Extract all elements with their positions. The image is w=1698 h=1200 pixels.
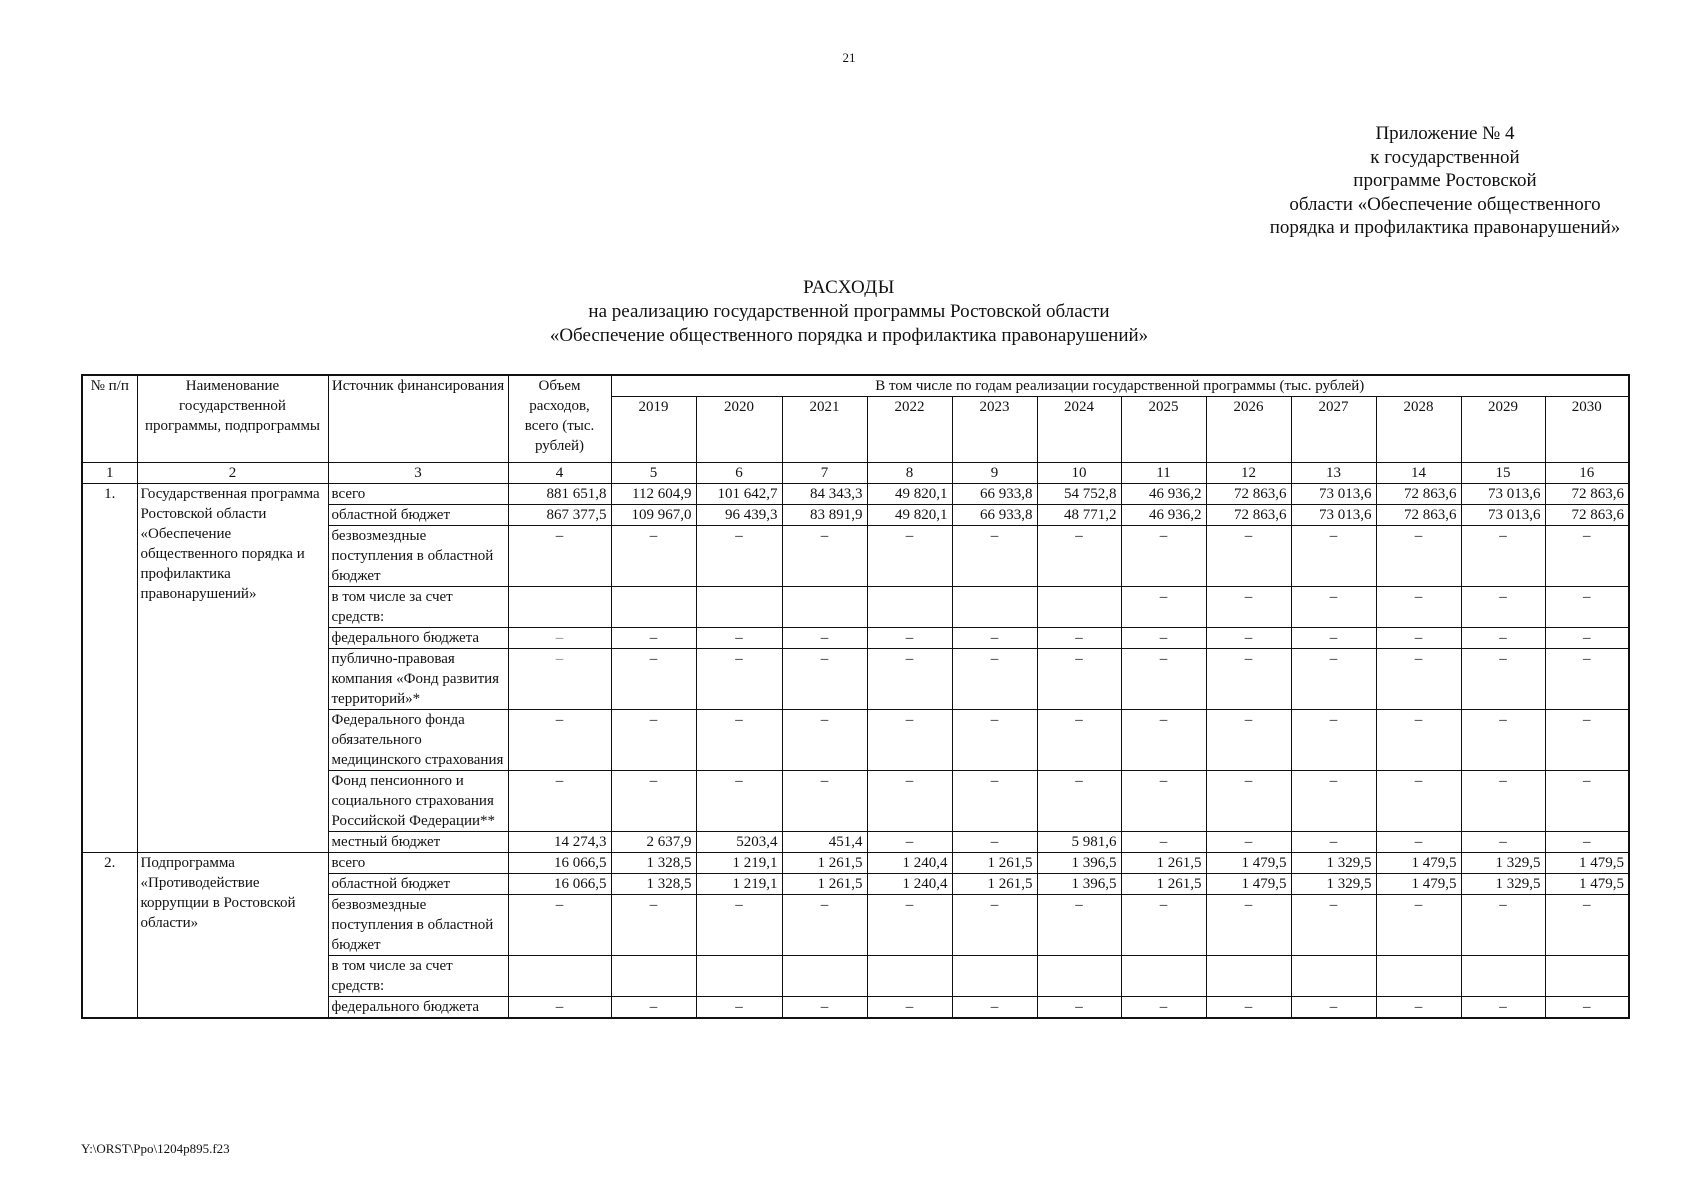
year-amount: –: [952, 710, 1037, 771]
year-amount: –: [1376, 526, 1461, 587]
year-amount: –: [1206, 895, 1291, 956]
year-amount: 1 261,5: [952, 853, 1037, 874]
header-total: Объем расходов, всего (тыс. рублей): [508, 375, 611, 463]
year-amount: –: [611, 628, 696, 649]
header-year: 2027: [1291, 397, 1376, 463]
year-amount: –: [1121, 895, 1206, 956]
header-year: 2019: [611, 397, 696, 463]
header-year: 2030: [1545, 397, 1629, 463]
document-subtitle-line: на реализацию государственной программы Ростовской области: [588, 301, 1110, 322]
column-index-cell: 11: [1121, 463, 1206, 484]
year-amount: –: [696, 771, 782, 832]
year-amount: –: [1037, 628, 1121, 649]
year-amount: –: [1291, 771, 1376, 832]
year-amount: 73 013,6: [1291, 484, 1376, 505]
year-amount: 1 479,5: [1206, 874, 1291, 895]
year-amount: –: [1037, 997, 1121, 1019]
year-amount: –: [867, 710, 952, 771]
year-amount: –: [1037, 526, 1121, 587]
year-amount: –: [1206, 832, 1291, 853]
year-amount: –: [952, 997, 1037, 1019]
year-amount: –: [611, 649, 696, 710]
year-amount: [1376, 956, 1461, 997]
column-index-cell: 16: [1545, 463, 1629, 484]
funding-source: в том числе за счет средств:: [328, 587, 508, 628]
file-path-footer: Y:\ORST\Ppo\1204p895.f23: [81, 1141, 230, 1156]
year-amount: –: [952, 771, 1037, 832]
program-number: 2.: [82, 853, 137, 1019]
year-amount: –: [1461, 587, 1545, 628]
year-amount: –: [696, 895, 782, 956]
funding-source: областной бюджет: [328, 874, 508, 895]
funding-source: всего: [328, 484, 508, 505]
year-amount: 101 642,7: [696, 484, 782, 505]
year-amount: [611, 587, 696, 628]
year-amount: 1 329,5: [1461, 874, 1545, 895]
column-index-cell: 10: [1037, 463, 1121, 484]
year-amount: 66 933,8: [952, 484, 1037, 505]
year-amount: –: [1545, 771, 1629, 832]
year-amount: –: [1291, 526, 1376, 587]
year-amount: 5203,4: [696, 832, 782, 853]
expenses-table: [81, 374, 1630, 1019]
year-amount: –: [1376, 895, 1461, 956]
year-amount: –: [782, 710, 867, 771]
total-amount: –: [508, 628, 611, 649]
year-amount: –: [1206, 771, 1291, 832]
header-year: 2022: [867, 397, 952, 463]
year-amount: 1 329,5: [1461, 853, 1545, 874]
year-amount: –: [1291, 649, 1376, 710]
funding-source: областной бюджет: [328, 505, 508, 526]
year-amount: –: [1545, 526, 1629, 587]
year-amount: 46 936,2: [1121, 484, 1206, 505]
column-index-cell: 1: [82, 463, 137, 484]
year-amount: –: [1545, 587, 1629, 628]
total-amount: [508, 587, 611, 628]
year-amount: –: [867, 832, 952, 853]
year-amount: 5 981,6: [1037, 832, 1121, 853]
header-name: Наименование государственной программы, подпрограммы: [137, 375, 328, 463]
year-amount: 1 396,5: [1037, 874, 1121, 895]
year-amount: –: [1206, 710, 1291, 771]
year-amount: 1 479,5: [1545, 853, 1629, 874]
column-index-cell: 12: [1206, 463, 1291, 484]
year-amount: 1 479,5: [1376, 853, 1461, 874]
header-year: 2029: [1461, 397, 1545, 463]
column-index-cell: 8: [867, 463, 952, 484]
year-amount: –: [696, 628, 782, 649]
funding-source: публично-правовая компания «Фонд развития территорий»*: [328, 649, 508, 710]
year-amount: 1 329,5: [1291, 853, 1376, 874]
year-amount: –: [1545, 649, 1629, 710]
year-amount: 54 752,8: [1037, 484, 1121, 505]
year-amount: 96 439,3: [696, 505, 782, 526]
year-amount: –: [611, 771, 696, 832]
header-year: 2021: [782, 397, 867, 463]
table-index-row: [82, 463, 1629, 484]
year-amount: 46 936,2: [1121, 505, 1206, 526]
year-amount: –: [1376, 832, 1461, 853]
program-name: Подпрограмма «Противодействие коррупции в Ростовской области»: [137, 853, 328, 1019]
document-title: РАСХОДЫ: [803, 277, 895, 298]
total-amount: 16 066,5: [508, 853, 611, 874]
year-amount: 48 771,2: [1037, 505, 1121, 526]
year-amount: 1 261,5: [782, 874, 867, 895]
year-amount: [1037, 587, 1121, 628]
year-amount: 1 261,5: [782, 853, 867, 874]
year-amount: [1461, 956, 1545, 997]
year-amount: 1 240,4: [867, 874, 952, 895]
year-amount: –: [611, 997, 696, 1019]
year-amount: –: [867, 526, 952, 587]
total-amount: 867 377,5: [508, 505, 611, 526]
year-amount: [867, 587, 952, 628]
appendix-line: Приложение № 4: [1375, 123, 1515, 144]
year-amount: –: [952, 895, 1037, 956]
year-amount: 73 013,6: [1461, 505, 1545, 526]
total-amount: 14 274,3: [508, 832, 611, 853]
year-amount: 73 013,6: [1291, 505, 1376, 526]
year-amount: –: [782, 895, 867, 956]
year-amount: 72 863,6: [1376, 484, 1461, 505]
funding-source: местный бюджет: [328, 832, 508, 853]
year-amount: –: [1206, 587, 1291, 628]
header-year: 2023: [952, 397, 1037, 463]
year-amount: 49 820,1: [867, 505, 952, 526]
year-amount: –: [867, 895, 952, 956]
year-amount: –: [867, 628, 952, 649]
year-amount: 49 820,1: [867, 484, 952, 505]
funding-source: Федерального фонда обязательного медицинского страхования: [328, 710, 508, 771]
year-amount: 2 637,9: [611, 832, 696, 853]
year-amount: –: [1121, 997, 1206, 1019]
year-amount: –: [1545, 710, 1629, 771]
year-amount: –: [611, 710, 696, 771]
year-amount: [696, 587, 782, 628]
year-amount: [1206, 956, 1291, 997]
year-amount: –: [867, 649, 952, 710]
document-subtitle-line: «Обеспечение общественного порядка и профилактика правонарушений»: [549, 325, 1149, 346]
year-amount: –: [1121, 526, 1206, 587]
year-amount: –: [782, 997, 867, 1019]
column-index-cell: 14: [1376, 463, 1461, 484]
year-amount: –: [1545, 997, 1629, 1019]
year-amount: –: [867, 997, 952, 1019]
appendix-line: порядка и профилактика правонарушений»: [1269, 217, 1621, 238]
year-amount: 72 863,6: [1206, 505, 1291, 526]
year-amount: 1 328,5: [611, 874, 696, 895]
table-header-row: [82, 375, 1629, 397]
header-year: 2028: [1376, 397, 1461, 463]
program-number: 1.: [82, 484, 137, 853]
year-amount: –: [1291, 710, 1376, 771]
funding-source: безвозмездные поступления в областной бюджет: [328, 526, 508, 587]
year-amount: [1037, 956, 1121, 997]
document-title-block: [0, 276, 1698, 348]
year-amount: 72 863,6: [1376, 505, 1461, 526]
year-amount: [1291, 956, 1376, 997]
year-amount: –: [1376, 628, 1461, 649]
year-amount: [782, 956, 867, 997]
year-amount: 1 219,1: [696, 853, 782, 874]
total-amount: –: [508, 649, 611, 710]
year-amount: 1 329,5: [1291, 874, 1376, 895]
year-amount: –: [1461, 771, 1545, 832]
appendix-line: области «Обеспечение общественного: [1289, 193, 1601, 215]
total-amount: –: [508, 895, 611, 956]
column-index-cell: 3: [328, 463, 508, 484]
year-amount: 1 240,4: [867, 853, 952, 874]
year-amount: –: [1291, 587, 1376, 628]
header-year: 2024: [1037, 397, 1121, 463]
header-year: 2025: [1121, 397, 1206, 463]
year-amount: –: [1376, 997, 1461, 1019]
year-amount: 112 604,9: [611, 484, 696, 505]
year-amount: 1 396,5: [1037, 853, 1121, 874]
year-amount: –: [1461, 710, 1545, 771]
year-amount: –: [696, 649, 782, 710]
column-index-cell: 7: [782, 463, 867, 484]
total-amount: 16 066,5: [508, 874, 611, 895]
funding-source: всего: [328, 853, 508, 874]
year-amount: –: [1376, 649, 1461, 710]
year-amount: –: [1545, 628, 1629, 649]
year-amount: 1 479,5: [1206, 853, 1291, 874]
year-amount: [1545, 956, 1629, 997]
column-index-cell: 13: [1291, 463, 1376, 484]
total-amount: –: [508, 997, 611, 1019]
year-amount: [782, 587, 867, 628]
year-amount: –: [1461, 895, 1545, 956]
year-amount: –: [1545, 895, 1629, 956]
column-index-cell: 15: [1461, 463, 1545, 484]
year-amount: 1 261,5: [1121, 853, 1206, 874]
appendix-line: к государственной: [1370, 146, 1520, 168]
year-amount: –: [696, 710, 782, 771]
column-index-cell: 4: [508, 463, 611, 484]
year-amount: –: [1291, 628, 1376, 649]
year-amount: –: [696, 526, 782, 587]
header-source: Источник финансирования: [328, 375, 508, 463]
year-amount: –: [1461, 832, 1545, 853]
year-amount: –: [1206, 997, 1291, 1019]
year-amount: –: [1121, 710, 1206, 771]
funding-source: Фонд пенсионного и социального страхования Российской Федерации**: [328, 771, 508, 832]
year-amount: –: [1376, 587, 1461, 628]
year-amount: 66 933,8: [952, 505, 1037, 526]
year-amount: –: [1461, 997, 1545, 1019]
total-amount: [508, 956, 611, 997]
year-amount: [611, 956, 696, 997]
year-amount: [952, 956, 1037, 997]
year-amount: –: [696, 997, 782, 1019]
funding-source: безвозмездные поступления в областной бюджет: [328, 895, 508, 956]
table-row: [82, 484, 1629, 505]
page-number: 21: [842, 50, 856, 65]
year-amount: –: [782, 649, 867, 710]
year-amount: –: [1121, 628, 1206, 649]
header-year: 2026: [1206, 397, 1291, 463]
year-amount: 72 863,6: [1206, 484, 1291, 505]
year-amount: –: [952, 526, 1037, 587]
year-amount: –: [1121, 649, 1206, 710]
year-amount: –: [1121, 832, 1206, 853]
year-amount: –: [1121, 771, 1206, 832]
year-amount: –: [952, 832, 1037, 853]
funding-source: в том числе за счет средств:: [328, 956, 508, 997]
year-amount: –: [782, 628, 867, 649]
year-amount: [952, 587, 1037, 628]
year-amount: –: [1291, 997, 1376, 1019]
appendix-block: [1235, 122, 1655, 240]
funding-source: федерального бюджета: [328, 997, 508, 1019]
year-amount: –: [1206, 649, 1291, 710]
header-year: 2020: [696, 397, 782, 463]
year-amount: –: [1037, 649, 1121, 710]
table-row: [82, 853, 1629, 874]
year-amount: –: [782, 771, 867, 832]
year-amount: –: [611, 526, 696, 587]
year-amount: 84 343,3: [782, 484, 867, 505]
year-amount: [696, 956, 782, 997]
year-amount: 1 328,5: [611, 853, 696, 874]
year-amount: 72 863,6: [1545, 484, 1629, 505]
column-index-cell: 6: [696, 463, 782, 484]
year-amount: –: [1121, 587, 1206, 628]
total-amount: –: [508, 771, 611, 832]
appendix-line: программе Ростовской: [1353, 170, 1537, 191]
year-amount: –: [1461, 526, 1545, 587]
column-index-cell: 5: [611, 463, 696, 484]
year-amount: –: [1461, 649, 1545, 710]
column-index-cell: 9: [952, 463, 1037, 484]
year-amount: –: [611, 895, 696, 956]
year-amount: 73 013,6: [1461, 484, 1545, 505]
funding-source: федерального бюджета: [328, 628, 508, 649]
header-years-group: В том числе по годам реализации государственной программы (тыс. рублей): [611, 375, 1629, 397]
year-amount: 1 219,1: [696, 874, 782, 895]
year-amount: –: [1545, 832, 1629, 853]
year-amount: –: [782, 526, 867, 587]
year-amount: –: [1376, 710, 1461, 771]
year-amount: [867, 956, 952, 997]
year-amount: 1 479,5: [1376, 874, 1461, 895]
year-amount: 83 891,9: [782, 505, 867, 526]
year-amount: –: [952, 649, 1037, 710]
program-name: Государственная программа Ростовской области «Обеспечение общественного порядка и профилактика правонарушений»: [137, 484, 328, 853]
total-amount: 881 651,8: [508, 484, 611, 505]
year-amount: –: [952, 628, 1037, 649]
header-num: № п/п: [82, 375, 137, 463]
year-amount: –: [1037, 771, 1121, 832]
year-amount: 72 863,6: [1545, 505, 1629, 526]
year-amount: 1 261,5: [952, 874, 1037, 895]
year-amount: –: [1461, 628, 1545, 649]
year-amount: [1121, 956, 1206, 997]
year-amount: 109 967,0: [611, 505, 696, 526]
year-amount: –: [1206, 628, 1291, 649]
year-amount: –: [1206, 526, 1291, 587]
column-index-cell: 2: [137, 463, 328, 484]
year-amount: –: [1291, 895, 1376, 956]
year-amount: –: [1291, 832, 1376, 853]
year-amount: –: [1376, 771, 1461, 832]
year-amount: –: [1037, 895, 1121, 956]
year-amount: 451,4: [782, 832, 867, 853]
total-amount: –: [508, 526, 611, 587]
year-amount: 1 261,5: [1121, 874, 1206, 895]
total-amount: –: [508, 710, 611, 771]
year-amount: –: [1037, 710, 1121, 771]
year-amount: 1 479,5: [1545, 874, 1629, 895]
year-amount: –: [867, 771, 952, 832]
